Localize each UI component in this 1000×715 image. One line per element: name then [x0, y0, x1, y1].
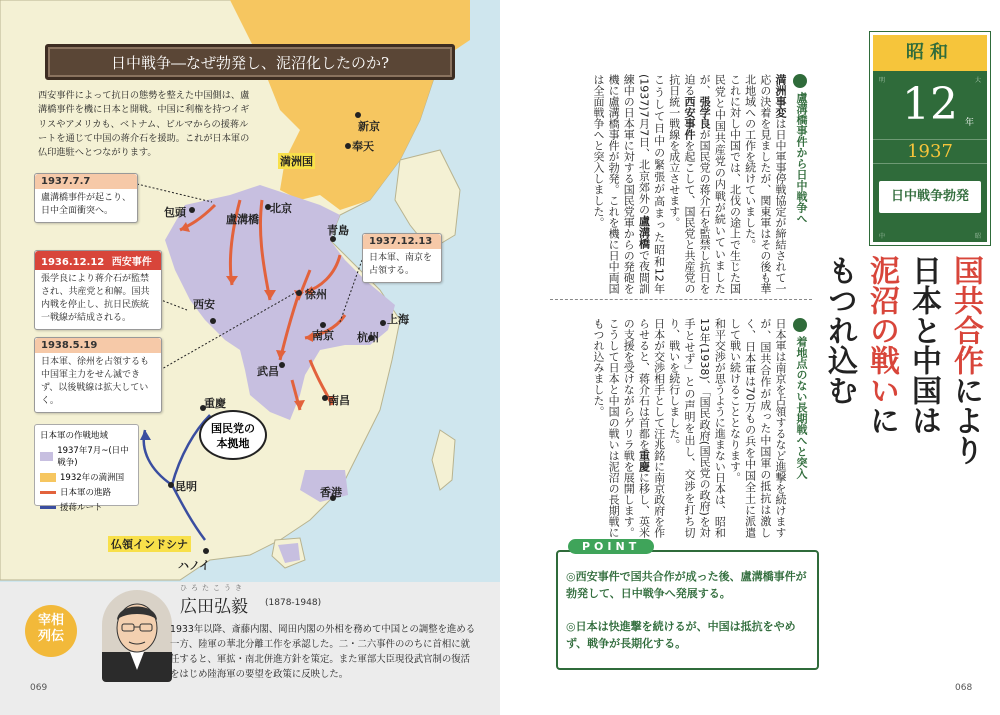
- callout-rokokyo-text: 盧溝橋事件が起こり、日中全面衝突へ。: [41, 193, 132, 217]
- era-tiny-tr: 大: [975, 77, 982, 84]
- callout-nankin-date: 1937.12.13: [363, 234, 441, 249]
- era-tiny-tl: 明: [879, 77, 886, 84]
- s2-p2: 和平交渉が思うように進まない日本は、昭和13年(1938)、「国民政府(国民党の政府)を対手とせず」との声明を出し、交渉を打ち切り、戦いを続行しました。: [667, 318, 727, 538]
- section2-heading: 着地点のない長期戦へと突入: [795, 336, 808, 479]
- callout-joshu-text: 日本軍、徐州を占領するも中国軍主力をせん滅できず、以後戦線は拡大していく。: [41, 357, 150, 407]
- s2-p1: 日本軍は南京を占領するなど進撃を続けますが、国共合作が成った中国軍の抵抗は激しく、日本軍は70万もの兵を中国全土に派遣して戦い続けることとなります。: [728, 318, 787, 538]
- city-dot-shanhai: [380, 320, 386, 326]
- label-hanoi: ハノイ: [178, 559, 211, 572]
- callout-seian-title: 西安事件: [111, 257, 152, 268]
- city-dot-konmei: [168, 482, 174, 488]
- city-dot-joshu: [296, 290, 302, 296]
- point-item-1: ◎西安事件で国共合作が成った後、盧溝橋事件が勃発して、日中戦争へ発展する。: [566, 570, 807, 601]
- label-hoto: 包頭: [164, 206, 186, 219]
- label-nansho: 南昌: [328, 394, 350, 407]
- section1-heading: 盧溝橋事件から日中戦争へ: [795, 92, 808, 224]
- s2-p3b: に移し、英米の支援を受けながらゲリラ戦を展開します。こうして日本と中国の戦いは泥沼の長期戦にもつれ込みました。: [591, 318, 651, 538]
- s1-p1: は日中軍事停戦協定が締結されて一応の決着を見ましたが、関東軍はその後も華北地域への工作を続けていました。: [743, 74, 787, 294]
- label-rokokyo: 盧溝橋: [226, 213, 259, 226]
- s1-bold-manshu: 満洲事変: [774, 74, 787, 118]
- callout-seian-text: 張学良により蒋介石が監禁され、共産党と和解。国共内戦を停止し、抗日民族統一戦線が結成される。: [41, 274, 150, 324]
- era-nen: 年: [965, 118, 975, 128]
- headline-col1-rest: により: [948, 375, 983, 465]
- right-page: [500, 0, 1000, 715]
- section-divider: [550, 299, 812, 300]
- callout-rokokyo: [34, 173, 138, 223]
- legend-arrow-blue-icon: [40, 506, 56, 509]
- headline-col3: [864, 255, 899, 435]
- label-hoten: 奉天: [352, 140, 374, 153]
- headline-col2-text: 日本と中国は: [906, 255, 941, 435]
- page-number-left: 069: [30, 683, 48, 693]
- legend-arrow-red-icon: [40, 491, 56, 494]
- label-manshukoku: 満洲国: [280, 155, 313, 168]
- legend-swatch-occupied: [40, 452, 53, 461]
- callout-joshu: [34, 337, 162, 413]
- legend-title: 日本軍の作戦地域: [40, 431, 109, 441]
- callout-seian-header: [35, 251, 161, 270]
- taiwan-land: [432, 430, 455, 490]
- label-nankin: 南京: [312, 329, 334, 342]
- label-honkon: 香港: [320, 486, 342, 499]
- legend-advance: 日本軍の進路: [60, 488, 112, 498]
- headline-col4: [822, 255, 857, 405]
- city-dot-hanoi: [203, 548, 209, 554]
- portrait-illustration-icon: [102, 590, 172, 682]
- premier-name: 広田弘毅: [180, 597, 248, 617]
- headline-col1-red: 国共合作: [948, 255, 983, 375]
- s1-p2c: を起こして、国民党と共産党の抗日統一戦線を成立させます。: [667, 74, 696, 294]
- label-pekin: 北京: [270, 202, 292, 215]
- s1-p2: これに対し中国では、北伐の途上で生じた国民党と中国共産党の内戦が続いていましたが、: [698, 74, 742, 294]
- label-jukei: 重慶: [204, 397, 226, 410]
- era-year: 1937: [873, 139, 987, 164]
- label-bukan: 武昌: [257, 365, 279, 378]
- headline-col3-red: 泥沼の戦い: [864, 255, 899, 405]
- label-shinkyo: 新京: [358, 120, 380, 133]
- era-box: [870, 32, 990, 245]
- label-konmei: 昆明: [175, 480, 197, 493]
- era-number: 12: [902, 79, 958, 130]
- point-box: [556, 540, 819, 670]
- legend-manchukuo: 1932年の満洲国: [60, 473, 125, 483]
- premier-name-ruby: ひろたこうき: [180, 584, 246, 592]
- page-number-right: 068: [955, 683, 973, 693]
- premier-portrait: [102, 590, 172, 682]
- label-seito: 青島: [327, 224, 349, 237]
- premier-bio: 1933年以降、斎藤内閣、岡田内閣の外相を務めて中国との調整を進める一方、陸軍の華北分離工作を承認した。二・二六事件ののちに首相に就任すると、軍拡・南北併進方針を策定。また軍部大臣現役武官制の復活をはじめ陸海軍の要望を政策に反映した。: [170, 624, 476, 681]
- s1-p2b: が国民党の蒋介石を監禁し抗日を迫る: [682, 74, 712, 294]
- s1-bold-chogakuryo: 張学良: [698, 96, 712, 129]
- city-dot-bukan: [279, 362, 285, 368]
- premier-tag-line1: 宰相: [37, 613, 64, 628]
- s1-p3b: で夜間訓練中の日本軍に対する国民党軍からの発砲を機に盧溝橋事件が勃発。これを機に日中両国は全面戦争へと突入しました。: [591, 74, 651, 295]
- s2-bold-jukei: 重慶: [637, 450, 651, 472]
- section1-marker-icon: [793, 74, 807, 88]
- s1-p3: こうして日中の緊張が高まった昭和12年(1937)7月7日、北京郊外の: [637, 74, 666, 294]
- legend-aid-route: 援蒋ルート: [60, 503, 103, 513]
- legend-swatch-manchukuo: [40, 473, 56, 482]
- s1-bold-rokokyo: 盧溝橋: [637, 215, 651, 250]
- kmt-line2: 本拠地: [216, 437, 250, 451]
- era-name: 昭和: [873, 35, 987, 71]
- era-tiny-br: 昭: [975, 233, 982, 240]
- section2-body: [550, 318, 788, 538]
- callout-seian-date: 1936.12.12: [41, 257, 105, 268]
- callout-rokokyo-date: 1937.7.7: [35, 174, 137, 189]
- s2-p3: 日本が交渉相手として汪兆銘に南京政府を作らせると、蒋介石は首都を: [637, 318, 666, 538]
- callout-seian-incident: [34, 250, 162, 330]
- s1-bold-seian: 西安事件: [682, 96, 696, 140]
- section2-marker-icon: [793, 318, 807, 332]
- label-joshu: 徐州: [305, 288, 327, 301]
- chapter-banner: 日中戦争―なぜ勃発し、泥沼化したのか?: [45, 44, 455, 80]
- headline-col1: [948, 255, 983, 465]
- kmt-line1: 国民党の: [211, 422, 255, 435]
- headline-col4-text: もつれ込む: [822, 255, 857, 405]
- headline: [800, 255, 990, 615]
- city-dot-hoten: [345, 143, 351, 149]
- point-item-2: ◎日本は快進撃を続けるが、中国は抵抗をやめず、戦争が長期化する。: [566, 620, 796, 651]
- era-tiny-bl: 中: [879, 233, 886, 240]
- label-shanhai: 上海: [387, 313, 409, 326]
- callout-nankin-text: 日本軍、南京を占領する。: [369, 253, 433, 277]
- map-legend: [34, 424, 139, 513]
- intro-text: 西安事件によって抗日の態勢を整えた中国側は、盧溝橋事件を機に日本と開戦。中国に利権を持つイギリスやアメリカも、ベトナム、ビルマからの援蒋ルートを通じて中国の蒋介石を援助。これが日本軍の仏印進駐へとつながります。: [38, 90, 250, 158]
- label-indochina: 仏領インドシナ: [108, 536, 191, 552]
- premier-years: (1878-1948): [265, 598, 322, 608]
- premier-tag: [25, 605, 77, 657]
- era-title: 日中戦争勃発: [879, 181, 981, 213]
- point-label: POINT: [568, 539, 654, 554]
- section1-body: [550, 74, 788, 294]
- headline-col3-rest: に: [864, 405, 899, 435]
- headline-col2: [906, 255, 941, 435]
- city-dot-seian: [210, 318, 216, 324]
- premier-tag-line2: 列伝: [37, 628, 64, 644]
- legend-occupied: 1937年7月~(日中戦争): [57, 446, 129, 468]
- callout-joshu-date: 1938.5.19: [35, 338, 161, 353]
- label-koshu: 杭州: [357, 331, 379, 344]
- callout-nankin: [362, 233, 442, 283]
- kmt-base-badge: [199, 410, 267, 460]
- city-dot-hoto: [189, 207, 195, 213]
- label-seian: 西安: [193, 298, 215, 311]
